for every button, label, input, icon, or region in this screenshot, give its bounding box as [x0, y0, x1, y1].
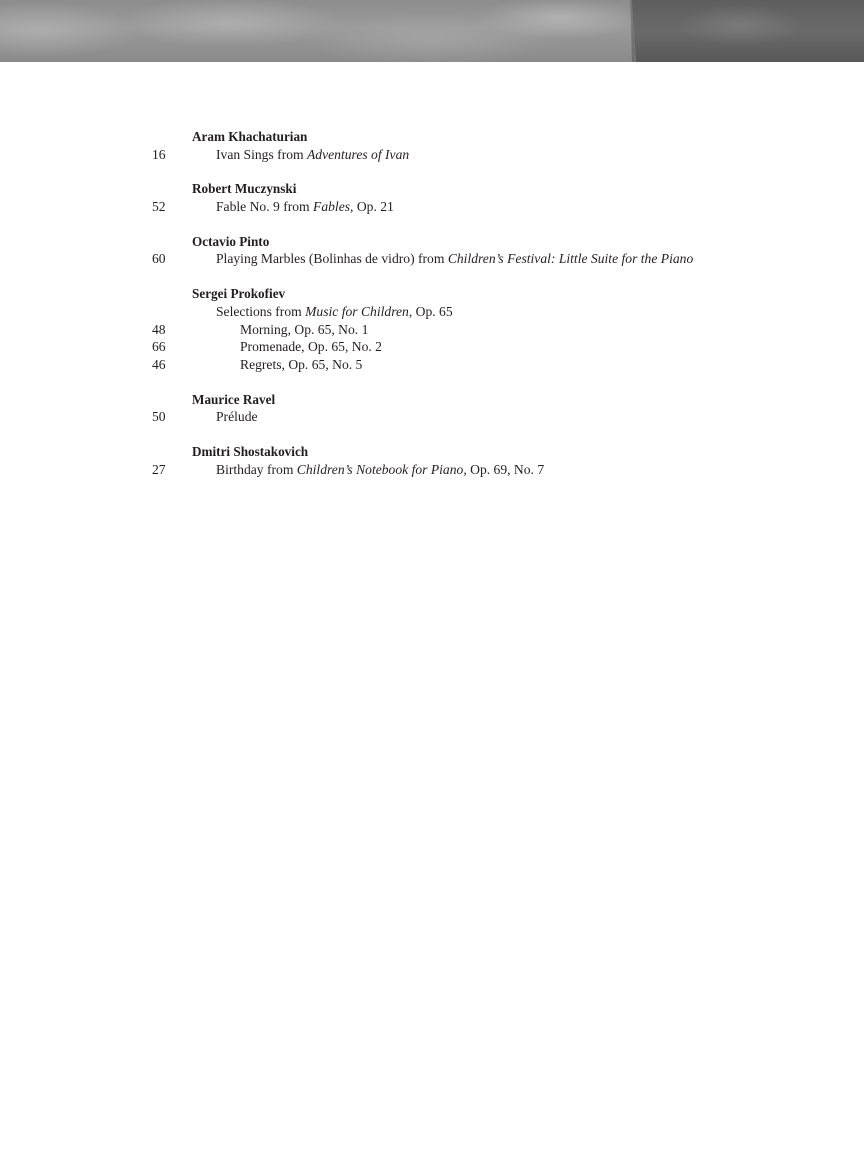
page-number: 48	[152, 321, 166, 337]
piece-title: Regrets, Op. 65, No. 5	[240, 356, 363, 372]
composer-group-muczynski	[0, 180, 864, 215]
composer-group-pinto	[0, 233, 864, 268]
page-number: 16	[152, 146, 166, 162]
composer-group-ravel	[0, 391, 864, 426]
piece-title: Promenade, Op. 65, No. 2	[240, 339, 382, 355]
composer-group-shostakovich	[0, 443, 864, 478]
composer-group-prokofiev	[0, 285, 864, 373]
page-number: 52	[152, 199, 166, 215]
toc-entry	[0, 146, 864, 164]
header-dark-panel	[630, 0, 864, 62]
piece-title: Morning, Op. 65, No. 1	[240, 321, 369, 337]
toc-entry	[0, 198, 864, 216]
table-of-contents	[0, 128, 864, 495]
composer-name: Robert Muczynski	[192, 181, 297, 197]
collection-heading	[0, 303, 864, 321]
piece-title: Fable No. 9 from Fables, Op. 21	[216, 199, 394, 215]
toc-entry	[0, 408, 864, 426]
piece-title: Ivan Sings from Adventures of Ivan	[216, 146, 410, 162]
piece-title: Playing Marbles (Bolinhas de vidro) from Children’s Festival: Little Suite for the Piano	[216, 251, 694, 267]
toc-entry	[0, 356, 864, 374]
toc-entry	[0, 461, 864, 479]
page-number: 60	[152, 251, 166, 267]
composer-name: Maurice Ravel	[192, 391, 276, 407]
piece-title: Prélude	[216, 409, 258, 425]
composer-name: Aram Khachaturian	[192, 129, 308, 144]
collection-title: Selections from Music for Children, Op. 65	[216, 303, 453, 319]
page-number: 50	[152, 409, 166, 425]
page-number: 66	[152, 339, 166, 355]
header-texture-band	[0, 0, 864, 62]
composer-name: Octavio Pinto	[192, 233, 270, 249]
toc-entry	[0, 338, 864, 356]
toc-entry	[0, 321, 864, 339]
page-number: 27	[152, 461, 166, 477]
piece-title: Birthday from Children’s Notebook for Piano, Op. 69, No. 7	[216, 461, 545, 477]
toc-entry	[0, 250, 864, 268]
page-number: 46	[152, 356, 166, 372]
composer-group-khachaturian	[0, 128, 864, 163]
composer-name: Sergei Prokofiev	[192, 286, 286, 302]
composer-name: Dmitri Shostakovich	[192, 443, 309, 459]
